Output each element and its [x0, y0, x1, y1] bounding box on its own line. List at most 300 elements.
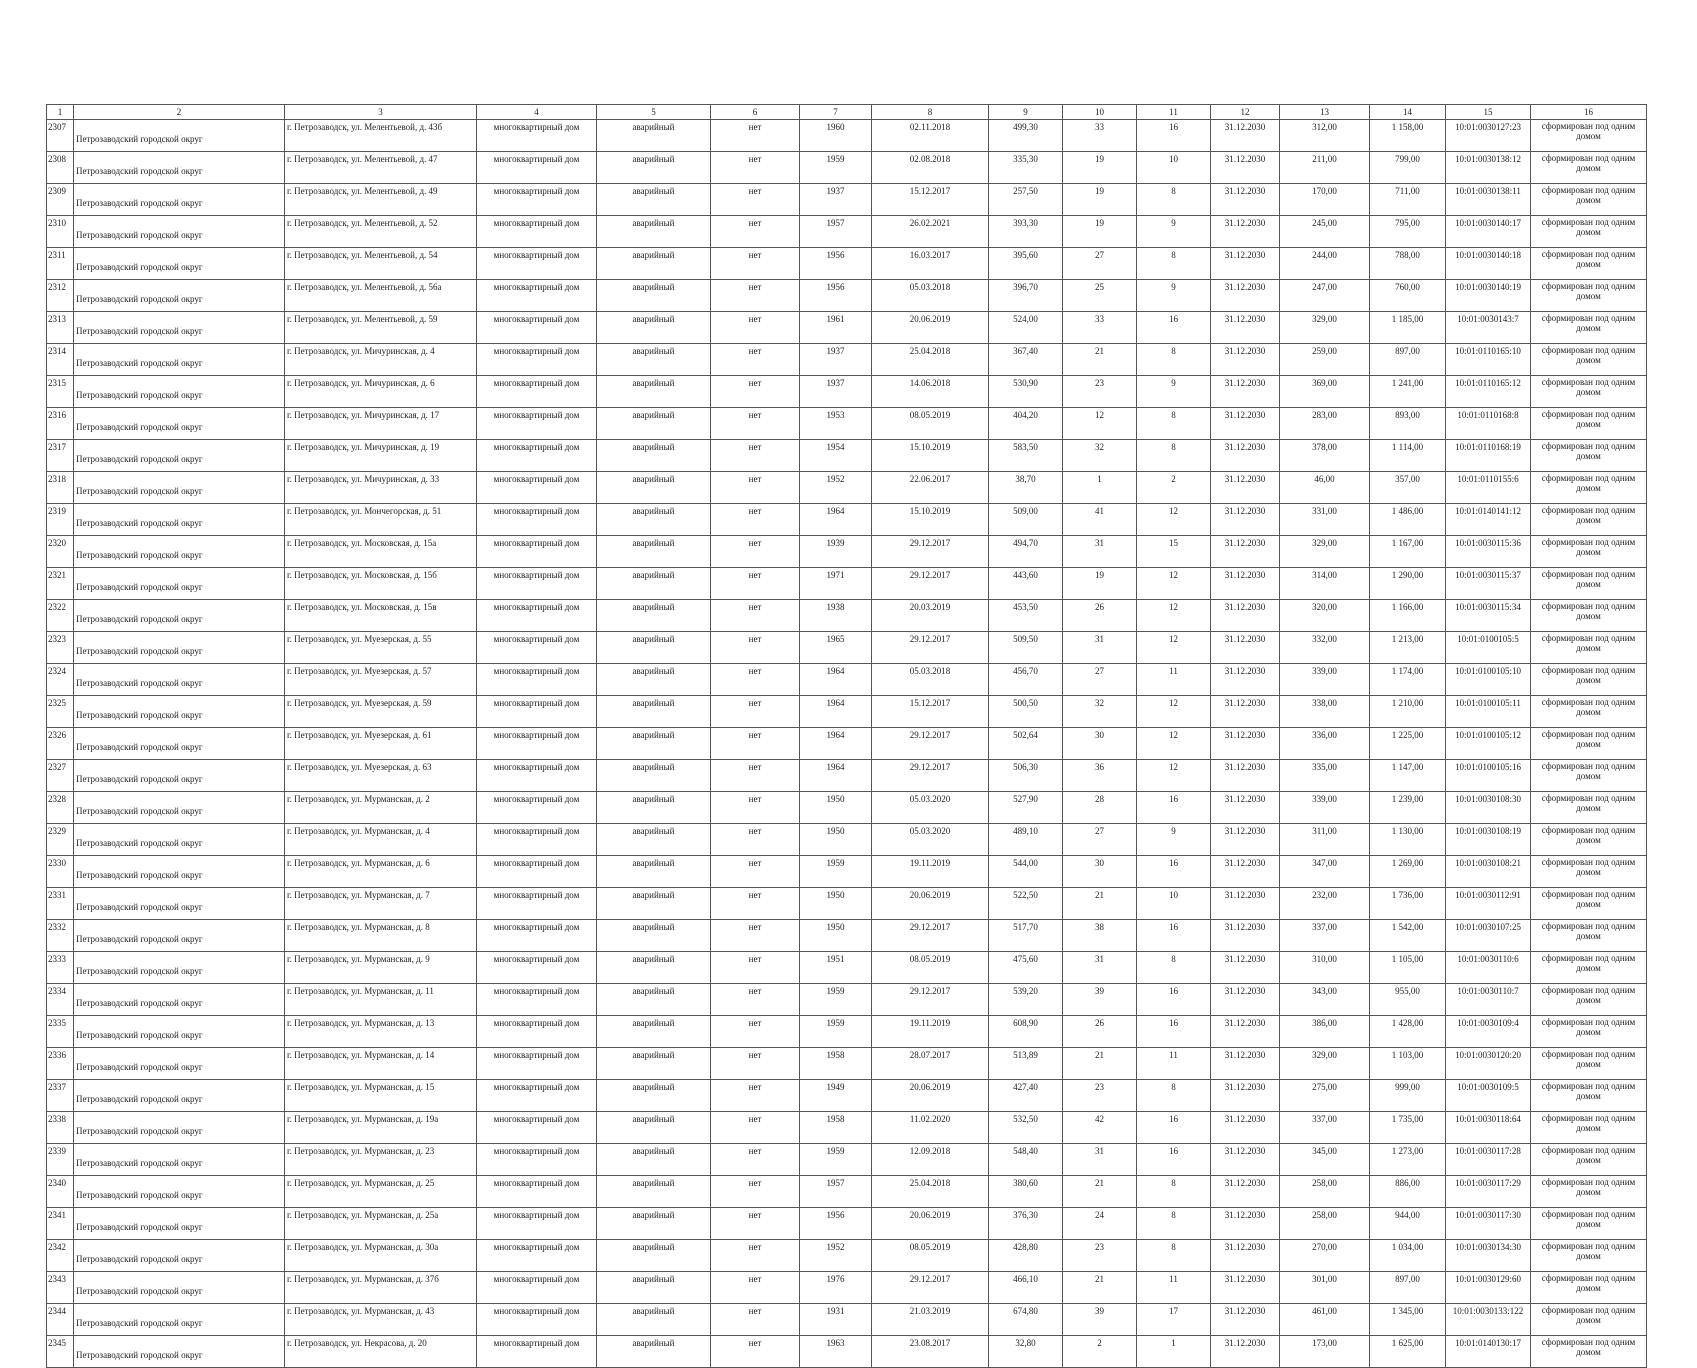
deadline-cell: 31.12.2030	[1211, 792, 1280, 824]
condition-cell: аварийный	[597, 1240, 711, 1272]
land-status-cell: сформирован под одним домом	[1531, 344, 1647, 376]
address-cell: г. Петрозаводск, ул. Муезерская, д. 63	[285, 760, 477, 792]
row-number-cell: 2333	[47, 952, 74, 984]
apartments-cell: 9	[1137, 824, 1211, 856]
column-header: 15	[1446, 105, 1531, 120]
condition-cell: аварийный	[597, 1208, 711, 1240]
value-14-cell: 897,00	[1370, 1272, 1446, 1304]
municipality-cell: Петрозаводский городской округ	[74, 792, 285, 824]
flag-cell: нет	[711, 152, 800, 184]
building-type-cell: многоквартирный дом	[477, 1304, 597, 1336]
area-cell: 453,50	[989, 600, 1063, 632]
cadastral-number-cell: 10:01:0030120:20	[1446, 1048, 1531, 1080]
building-type-cell: многоквартирный дом	[477, 792, 597, 824]
cadastral-number-cell: 10:01:0140141:12	[1446, 504, 1531, 536]
value-14-cell: 1 034,00	[1370, 1240, 1446, 1272]
deadline-cell: 31.12.2030	[1211, 376, 1280, 408]
residents-cell: 31	[1063, 632, 1137, 664]
value-14-cell: 897,00	[1370, 344, 1446, 376]
area-cell: 509,00	[989, 504, 1063, 536]
build-year-cell: 1964	[800, 664, 872, 696]
building-type-cell: многоквартирный дом	[477, 184, 597, 216]
residents-cell: 19	[1063, 184, 1137, 216]
apartments-cell: 16	[1137, 312, 1211, 344]
address-cell: г. Петрозаводск, ул. Мичуринская, д. 33	[285, 472, 477, 504]
area-cell: 443,60	[989, 568, 1063, 600]
municipality-cell: Петрозаводский городской округ	[74, 344, 285, 376]
flag-cell: нет	[711, 728, 800, 760]
decision-date-cell: 29.12.2017	[872, 728, 989, 760]
municipality-cell: Петрозаводский городской округ	[74, 1080, 285, 1112]
address-cell: г. Петрозаводск, ул. Мичуринская, д. 4	[285, 344, 477, 376]
column-header: 10	[1063, 105, 1137, 120]
table-row	[47, 728, 1647, 760]
municipality-cell: Петрозаводский городской округ	[74, 184, 285, 216]
value-14-cell: 999,00	[1370, 1080, 1446, 1112]
build-year-cell: 1937	[800, 344, 872, 376]
decision-date-cell: 15.10.2019	[872, 504, 989, 536]
row-number-cell: 2317	[47, 440, 74, 472]
condition-cell: аварийный	[597, 344, 711, 376]
apartments-cell: 12	[1137, 504, 1211, 536]
decision-date-cell: 29.12.2017	[872, 1272, 989, 1304]
value-13-cell: 332,00	[1280, 632, 1370, 664]
value-14-cell: 1 736,00	[1370, 888, 1446, 920]
area-cell: 393,30	[989, 216, 1063, 248]
build-year-cell: 1937	[800, 376, 872, 408]
build-year-cell: 1958	[800, 1112, 872, 1144]
flag-cell: нет	[711, 1048, 800, 1080]
table-row	[47, 920, 1647, 952]
deadline-cell: 31.12.2030	[1211, 856, 1280, 888]
table-row	[47, 824, 1647, 856]
cadastral-number-cell: 10:01:0030129:60	[1446, 1272, 1531, 1304]
area-cell: 32,80	[989, 1336, 1063, 1368]
build-year-cell: 1950	[800, 920, 872, 952]
residents-cell: 26	[1063, 1016, 1137, 1048]
address-cell: г. Петрозаводск, ул. Мурманская, д. 30а	[285, 1240, 477, 1272]
row-number-cell: 2320	[47, 536, 74, 568]
address-cell: г. Петрозаводск, ул. Мелентьевой, д. 54	[285, 248, 477, 280]
land-status-cell: сформирован под одним домом	[1531, 440, 1647, 472]
value-13-cell: 314,00	[1280, 568, 1370, 600]
value-14-cell: 788,00	[1370, 248, 1446, 280]
value-14-cell: 1 486,00	[1370, 504, 1446, 536]
area-cell: 522,50	[989, 888, 1063, 920]
decision-date-cell: 20.06.2019	[872, 1208, 989, 1240]
condition-cell: аварийный	[597, 888, 711, 920]
deadline-cell: 31.12.2030	[1211, 312, 1280, 344]
value-14-cell: 1 105,00	[1370, 952, 1446, 984]
value-14-cell: 357,00	[1370, 472, 1446, 504]
decision-date-cell: 29.12.2017	[872, 568, 989, 600]
column-header: 5	[597, 105, 711, 120]
residents-cell: 23	[1063, 1080, 1137, 1112]
decision-date-cell: 26.02.2021	[872, 216, 989, 248]
deadline-cell: 31.12.2030	[1211, 920, 1280, 952]
municipality-cell: Петрозаводский городской округ	[74, 760, 285, 792]
decision-date-cell: 25.04.2018	[872, 344, 989, 376]
table-row	[47, 408, 1647, 440]
building-type-cell: многоквартирный дом	[477, 1272, 597, 1304]
municipality-cell: Петрозаводский городской округ	[74, 984, 285, 1016]
address-cell: г. Петрозаводск, ул. Мурманская, д. 7	[285, 888, 477, 920]
flag-cell: нет	[711, 216, 800, 248]
build-year-cell: 1965	[800, 632, 872, 664]
municipality-cell: Петрозаводский городской округ	[74, 728, 285, 760]
land-status-cell: сформирован под одним домом	[1531, 216, 1647, 248]
table-header	[47, 105, 1647, 120]
land-status-cell: сформирован под одним домом	[1531, 728, 1647, 760]
area-cell: 499,30	[989, 120, 1063, 152]
build-year-cell: 1950	[800, 824, 872, 856]
apartments-cell: 8	[1137, 1208, 1211, 1240]
address-cell: г. Петрозаводск, ул. Муезерская, д. 59	[285, 696, 477, 728]
cadastral-number-cell: 10:01:0100105:16	[1446, 760, 1531, 792]
table-row	[47, 792, 1647, 824]
area-cell: 517,70	[989, 920, 1063, 952]
decision-date-cell: 29.12.2017	[872, 984, 989, 1016]
building-type-cell: многоквартирный дом	[477, 440, 597, 472]
decision-date-cell: 20.06.2019	[872, 1080, 989, 1112]
municipality-cell: Петрозаводский городской округ	[74, 152, 285, 184]
area-cell: 500,50	[989, 696, 1063, 728]
area-cell: 404,20	[989, 408, 1063, 440]
flag-cell: нет	[711, 536, 800, 568]
decision-date-cell: 08.05.2019	[872, 408, 989, 440]
build-year-cell: 1959	[800, 152, 872, 184]
municipality-cell: Петрозаводский городской округ	[74, 536, 285, 568]
condition-cell: аварийный	[597, 664, 711, 696]
cadastral-number-cell: 10:01:0030117:29	[1446, 1176, 1531, 1208]
municipality-cell: Петрозаводский городской округ	[74, 952, 285, 984]
flag-cell: нет	[711, 792, 800, 824]
row-number-cell: 2345	[47, 1336, 74, 1368]
flag-cell: нет	[711, 312, 800, 344]
land-status-cell: сформирован под одним домом	[1531, 1048, 1647, 1080]
flag-cell: нет	[711, 824, 800, 856]
decision-date-cell: 05.03.2018	[872, 664, 989, 696]
cadastral-number-cell: 10:01:0030109:4	[1446, 1016, 1531, 1048]
residents-cell: 27	[1063, 664, 1137, 696]
deadline-cell: 31.12.2030	[1211, 1080, 1280, 1112]
residents-cell: 31	[1063, 536, 1137, 568]
value-14-cell: 1 114,00	[1370, 440, 1446, 472]
municipality-cell: Петрозаводский городской округ	[74, 216, 285, 248]
value-13-cell: 173,00	[1280, 1336, 1370, 1368]
flag-cell: нет	[711, 600, 800, 632]
row-number-cell: 2308	[47, 152, 74, 184]
address-cell: г. Петрозаводск, ул. Московская, д. 15в	[285, 600, 477, 632]
decision-date-cell: 28.07.2017	[872, 1048, 989, 1080]
housing-table	[46, 104, 1647, 1368]
cadastral-number-cell: 10:01:0110165:12	[1446, 376, 1531, 408]
land-status-cell: сформирован под одним домом	[1531, 984, 1647, 1016]
condition-cell: аварийный	[597, 1272, 711, 1304]
deadline-cell: 31.12.2030	[1211, 696, 1280, 728]
condition-cell: аварийный	[597, 1144, 711, 1176]
cadastral-number-cell: 10:01:0030115:37	[1446, 568, 1531, 600]
deadline-cell: 31.12.2030	[1211, 600, 1280, 632]
area-cell: 489,10	[989, 824, 1063, 856]
build-year-cell: 1951	[800, 952, 872, 984]
deadline-cell: 31.12.2030	[1211, 280, 1280, 312]
land-status-cell: сформирован под одним домом	[1531, 696, 1647, 728]
apartments-cell: 8	[1137, 1176, 1211, 1208]
condition-cell: аварийный	[597, 856, 711, 888]
flag-cell: нет	[711, 1016, 800, 1048]
value-13-cell: 329,00	[1280, 1048, 1370, 1080]
deadline-cell: 31.12.2030	[1211, 632, 1280, 664]
row-number-cell: 2315	[47, 376, 74, 408]
address-cell: г. Петрозаводск, ул. Мурманская, д. 19а	[285, 1112, 477, 1144]
table-row	[47, 536, 1647, 568]
cadastral-number-cell: 10:01:0030117:28	[1446, 1144, 1531, 1176]
address-cell: г. Петрозаводск, ул. Мелентьевой, д. 47	[285, 152, 477, 184]
area-cell: 506,30	[989, 760, 1063, 792]
deadline-cell: 31.12.2030	[1211, 1272, 1280, 1304]
table-body	[47, 120, 1647, 1368]
apartments-cell: 11	[1137, 1048, 1211, 1080]
condition-cell: аварийный	[597, 760, 711, 792]
building-type-cell: многоквартирный дом	[477, 1016, 597, 1048]
residents-cell: 39	[1063, 1304, 1137, 1336]
residents-cell: 21	[1063, 1272, 1137, 1304]
address-cell: г. Петрозаводск, ул. Мелентьевой, д. 52	[285, 216, 477, 248]
flag-cell: нет	[711, 344, 800, 376]
land-status-cell: сформирован под одним домом	[1531, 888, 1647, 920]
apartments-cell: 8	[1137, 1080, 1211, 1112]
municipality-cell: Петрозаводский городской округ	[74, 1048, 285, 1080]
table-row	[47, 1336, 1647, 1368]
flag-cell: нет	[711, 664, 800, 696]
table-row	[47, 856, 1647, 888]
deadline-cell: 31.12.2030	[1211, 536, 1280, 568]
municipality-cell: Петрозаводский городской округ	[74, 1144, 285, 1176]
cadastral-number-cell: 10:01:0110165:10	[1446, 344, 1531, 376]
land-status-cell: сформирован под одним домом	[1531, 1112, 1647, 1144]
land-status-cell: сформирован под одним домом	[1531, 792, 1647, 824]
condition-cell: аварийный	[597, 440, 711, 472]
apartments-cell: 8	[1137, 248, 1211, 280]
value-14-cell: 795,00	[1370, 216, 1446, 248]
building-type-cell: многоквартирный дом	[477, 152, 597, 184]
building-type-cell: многоквартирный дом	[477, 1176, 597, 1208]
decision-date-cell: 29.12.2017	[872, 920, 989, 952]
decision-date-cell: 15.12.2017	[872, 696, 989, 728]
municipality-cell: Петрозаводский городской округ	[74, 472, 285, 504]
address-cell: г. Петрозаводск, ул. Мелентьевой, д. 56а	[285, 280, 477, 312]
condition-cell: аварийный	[597, 1080, 711, 1112]
value-13-cell: 339,00	[1280, 664, 1370, 696]
flag-cell: нет	[711, 696, 800, 728]
land-status-cell: сформирован под одним домом	[1531, 408, 1647, 440]
municipality-cell: Петрозаводский городской округ	[74, 1272, 285, 1304]
address-cell: г. Петрозаводск, ул. Муезерская, д. 55	[285, 632, 477, 664]
flag-cell: нет	[711, 952, 800, 984]
cadastral-number-cell: 10:01:0030118:64	[1446, 1112, 1531, 1144]
deadline-cell: 31.12.2030	[1211, 1048, 1280, 1080]
table-row	[47, 632, 1647, 664]
decision-date-cell: 11.02.2020	[872, 1112, 989, 1144]
land-status-cell: сформирован под одним домом	[1531, 760, 1647, 792]
apartments-cell: 12	[1137, 568, 1211, 600]
value-14-cell: 1 241,00	[1370, 376, 1446, 408]
build-year-cell: 1949	[800, 1080, 872, 1112]
row-number-cell: 2332	[47, 920, 74, 952]
build-year-cell: 1971	[800, 568, 872, 600]
area-cell: 494,70	[989, 536, 1063, 568]
address-cell: г. Петрозаводск, ул. Мурманская, д. 43	[285, 1304, 477, 1336]
row-number-cell: 2341	[47, 1208, 74, 1240]
value-13-cell: 301,00	[1280, 1272, 1370, 1304]
area-cell: 583,50	[989, 440, 1063, 472]
value-14-cell: 1 542,00	[1370, 920, 1446, 952]
building-type-cell: многоквартирный дом	[477, 1080, 597, 1112]
table-row	[47, 1144, 1647, 1176]
address-cell: г. Петрозаводск, ул. Мичуринская, д. 19	[285, 440, 477, 472]
deadline-cell: 31.12.2030	[1211, 1176, 1280, 1208]
flag-cell: нет	[711, 1304, 800, 1336]
row-number-cell: 2339	[47, 1144, 74, 1176]
row-number-cell: 2331	[47, 888, 74, 920]
area-cell: 608,90	[989, 1016, 1063, 1048]
column-header: 2	[74, 105, 285, 120]
address-cell: г. Петрозаводск, ул. Мурманская, д. 11	[285, 984, 477, 1016]
value-14-cell: 799,00	[1370, 152, 1446, 184]
municipality-cell: Петрозаводский городской округ	[74, 1112, 285, 1144]
flag-cell: нет	[711, 1080, 800, 1112]
value-14-cell: 1 345,00	[1370, 1304, 1446, 1336]
building-type-cell: многоквартирный дом	[477, 344, 597, 376]
condition-cell: аварийный	[597, 568, 711, 600]
residents-cell: 1	[1063, 472, 1137, 504]
decision-date-cell: 08.05.2019	[872, 1240, 989, 1272]
value-14-cell: 1 166,00	[1370, 600, 1446, 632]
municipality-cell: Петрозаводский городской округ	[74, 1240, 285, 1272]
build-year-cell: 1959	[800, 984, 872, 1016]
cadastral-number-cell: 10:01:0030140:17	[1446, 216, 1531, 248]
building-type-cell: многоквартирный дом	[477, 280, 597, 312]
table-row	[47, 280, 1647, 312]
municipality-cell: Петрозаводский городской округ	[74, 1208, 285, 1240]
building-type-cell: многоквартирный дом	[477, 696, 597, 728]
municipality-cell: Петрозаводский городской округ	[74, 408, 285, 440]
value-13-cell: 283,00	[1280, 408, 1370, 440]
condition-cell: аварийный	[597, 120, 711, 152]
flag-cell: нет	[711, 408, 800, 440]
column-header: 11	[1137, 105, 1211, 120]
municipality-cell: Петрозаводский городской округ	[74, 920, 285, 952]
apartments-cell: 8	[1137, 408, 1211, 440]
condition-cell: аварийный	[597, 600, 711, 632]
value-13-cell: 211,00	[1280, 152, 1370, 184]
column-header: 8	[872, 105, 989, 120]
value-13-cell: 320,00	[1280, 600, 1370, 632]
land-status-cell: сформирован под одним домом	[1531, 824, 1647, 856]
residents-cell: 33	[1063, 120, 1137, 152]
deadline-cell: 31.12.2030	[1211, 760, 1280, 792]
build-year-cell: 1958	[800, 1048, 872, 1080]
value-13-cell: 338,00	[1280, 696, 1370, 728]
cadastral-number-cell: 10:01:0030133:122	[1446, 1304, 1531, 1336]
cadastral-number-cell: 10:01:0100105:12	[1446, 728, 1531, 760]
land-status-cell: сформирован под одним домом	[1531, 1144, 1647, 1176]
decision-date-cell: 20.06.2019	[872, 312, 989, 344]
apartments-cell: 16	[1137, 856, 1211, 888]
apartments-cell: 8	[1137, 1240, 1211, 1272]
land-status-cell: сформирован под одним домом	[1531, 1336, 1647, 1368]
deadline-cell: 31.12.2030	[1211, 248, 1280, 280]
land-status-cell: сформирован под одним домом	[1531, 920, 1647, 952]
address-cell: г. Петрозаводск, ул. Мурманская, д. 37б	[285, 1272, 477, 1304]
column-header: 3	[285, 105, 477, 120]
row-number-cell: 2319	[47, 504, 74, 536]
apartments-cell: 9	[1137, 376, 1211, 408]
build-year-cell: 1957	[800, 1176, 872, 1208]
condition-cell: аварийный	[597, 1304, 711, 1336]
value-13-cell: 337,00	[1280, 1112, 1370, 1144]
land-status-cell: сформирован под одним домом	[1531, 1272, 1647, 1304]
residents-cell: 32	[1063, 440, 1137, 472]
deadline-cell: 31.12.2030	[1211, 1304, 1280, 1336]
building-type-cell: многоквартирный дом	[477, 1112, 597, 1144]
residents-cell: 27	[1063, 248, 1137, 280]
build-year-cell: 1956	[800, 248, 872, 280]
value-13-cell: 336,00	[1280, 728, 1370, 760]
table-row	[47, 120, 1647, 152]
area-cell: 475,60	[989, 952, 1063, 984]
cadastral-number-cell: 10:01:0030110:6	[1446, 952, 1531, 984]
decision-date-cell: 29.12.2017	[872, 536, 989, 568]
apartments-cell: 16	[1137, 1144, 1211, 1176]
decision-date-cell: 14.06.2018	[872, 376, 989, 408]
deadline-cell: 31.12.2030	[1211, 1112, 1280, 1144]
cadastral-number-cell: 10:01:0030112:91	[1446, 888, 1531, 920]
value-13-cell: 258,00	[1280, 1208, 1370, 1240]
building-type-cell: многоквартирный дом	[477, 856, 597, 888]
value-14-cell: 1 735,00	[1370, 1112, 1446, 1144]
table-row	[47, 952, 1647, 984]
value-13-cell: 378,00	[1280, 440, 1370, 472]
condition-cell: аварийный	[597, 248, 711, 280]
residents-cell: 30	[1063, 856, 1137, 888]
value-14-cell: 886,00	[1370, 1176, 1446, 1208]
column-header: 6	[711, 105, 800, 120]
column-header: 1	[47, 105, 74, 120]
apartments-cell: 16	[1137, 1016, 1211, 1048]
residents-cell: 19	[1063, 216, 1137, 248]
deadline-cell: 31.12.2030	[1211, 664, 1280, 696]
cadastral-number-cell: 10:01:0030143:7	[1446, 312, 1531, 344]
area-cell: 257,50	[989, 184, 1063, 216]
flag-cell: нет	[711, 984, 800, 1016]
value-13-cell: 258,00	[1280, 1176, 1370, 1208]
build-year-cell: 1964	[800, 696, 872, 728]
land-status-cell: сформирован под одним домом	[1531, 856, 1647, 888]
table-row	[47, 1208, 1647, 1240]
cadastral-number-cell: 10:01:0110168:8	[1446, 408, 1531, 440]
table-row	[47, 1016, 1647, 1048]
cadastral-number-cell: 10:01:0110168:19	[1446, 440, 1531, 472]
building-type-cell: многоквартирный дом	[477, 952, 597, 984]
value-13-cell: 275,00	[1280, 1080, 1370, 1112]
table-row	[47, 1240, 1647, 1272]
residents-cell: 12	[1063, 408, 1137, 440]
build-year-cell: 1952	[800, 472, 872, 504]
residents-cell: 32	[1063, 696, 1137, 728]
address-cell: г. Петрозаводск, ул. Мурманская, д. 13	[285, 1016, 477, 1048]
